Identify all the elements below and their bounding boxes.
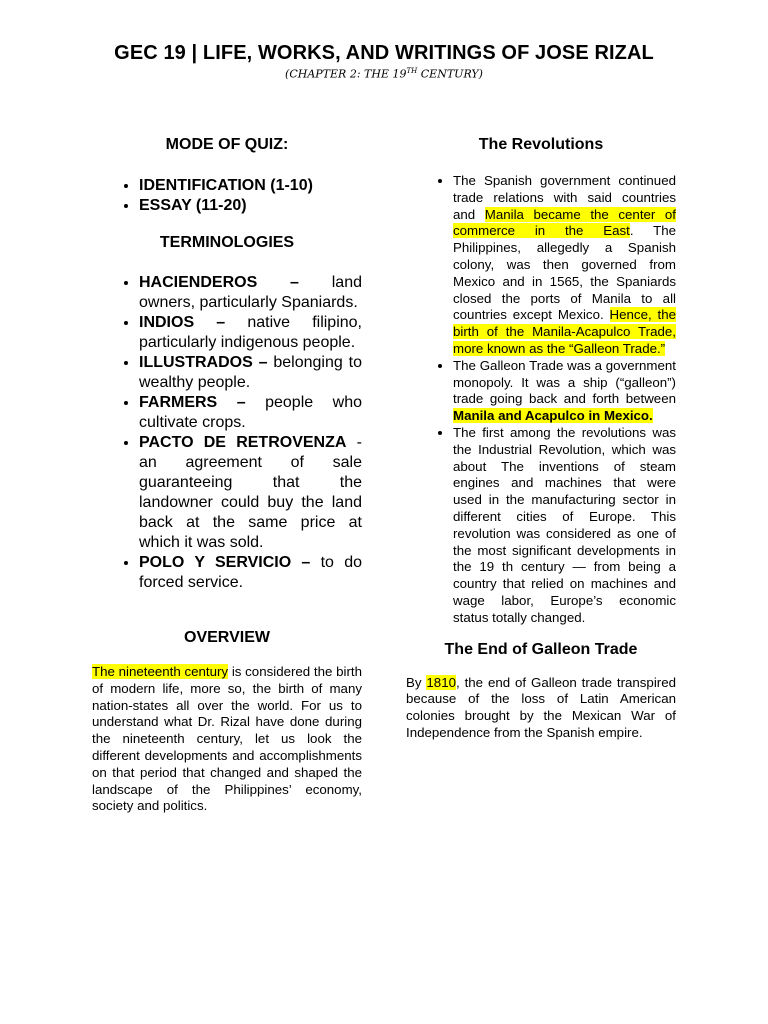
galleon-year-highlight: 1810 [426,674,456,690]
subtitle-pre: (CHAPTER 2: THE 19 [285,67,407,81]
term-definition: belonging to wealthy people. [139,354,362,391]
item-highlight: Manila and Acapulco in Mexico. [453,408,653,424]
document-title: GEC 19 | LIFE, WORKS, AND WRITINGS OF JOSE RIZAL [114,42,654,64]
item-text: . The Philippines, allegedly a Spanish colony, was then governed from Mexico and in 1565, the Spaniards closed the ports of Manila to all countries except Mexico. [453,223,677,323]
quiz-mode-item [139,176,362,196]
terminology-list [92,273,362,593]
term-definition: to do forced service. [139,554,362,591]
terminology-item [139,553,362,593]
term: FARMERS – [139,394,246,411]
overview-paragraph [92,664,362,815]
item-text: The Galleon Trade was a government monopoly. It was a ship (“galleon”) trade going back and forth between [453,357,676,407]
document-subtitle [0,67,768,81]
revolutions-list [406,173,676,627]
overview-highlight: The nineteenth century [92,664,229,679]
revolutions-item [453,358,676,425]
item-text: The first among the revolutions was the Industrial Revolution, which was about The inventions of steam engines and machines that were used in the manufacturing sector in different cities of Europe. This revolution was considered as one of the most significant developments in the 19 th century — from being a country that relied on machines and wage labor, Europe’s economic status totally changed. [453,424,676,625]
terminology-item [139,273,362,313]
term-definition: native filipino, particularly indigenous people. [139,314,363,351]
term: PACTO DE RETROVENZA [139,434,347,451]
term-definition: land owners, particularly Spaniards. [139,274,362,311]
quiz-mode-list [92,176,362,216]
item-text: The Spanish government continued trade relations with said countries and [453,173,676,222]
term: HACIENDEROS – [139,274,299,291]
subtitle-superscript: TH [406,67,418,75]
galleon-text: By [406,674,427,690]
revolutions-item [453,173,676,358]
mode-of-quiz-heading: MODE OF QUIZ: [165,136,289,153]
term-definition: people who cultivate crops. [139,394,362,431]
term: INDIOS – [139,314,226,331]
term: ILLUSTRADOS – [139,354,268,371]
galleon-text: , the end of Galleon trade transpired because of the loss of Latin American colonies brought by the Mexican War of Independence from the Spanish empire. [406,674,676,740]
quiz-mode-label: ESSAY (11-20) [139,197,247,214]
terminology-item [139,393,362,433]
terminology-item [139,353,362,393]
terminology-item [139,433,362,553]
right-column [406,136,676,742]
end-of-galleon-trade-heading: The End of Galleon Trade [444,640,638,658]
revolutions-heading: The Revolutions [478,136,604,153]
terminologies-heading: TERMINOLOGIES [159,234,295,251]
subtitle-post: CENTURY) [417,67,483,81]
terminology-item [139,313,362,353]
term-definition: - an agreement of sale guaranteeing that the landowner could buy the land back at the same price at which it was sold. [139,434,362,551]
galleon-paragraph [406,675,676,742]
revolutions-item [453,425,676,627]
quiz-mode-item [139,196,362,216]
item-highlight: Manila became the center of commerce in the East [453,206,676,239]
left-column [92,136,362,815]
overview-heading: OVERVIEW [184,629,270,646]
overview-text: is considered the birth of modern life, more so, the birth of many nation-states all over the world. For us to understand what Dr. Rizal have done during the nineteenth century, let us look the different developments and accomplishments on that period that changed and shaped the landscape of the Philippines’ economy, society and politics. [92,664,363,814]
item-highlight: Hence, the birth of the Manila-Acapulco Trade, more known as the “Galleon Trade.” [453,307,677,356]
term: POLO Y SERVICIO – [139,554,311,571]
quiz-mode-label: IDENTIFICATION (1-10) [139,177,313,194]
